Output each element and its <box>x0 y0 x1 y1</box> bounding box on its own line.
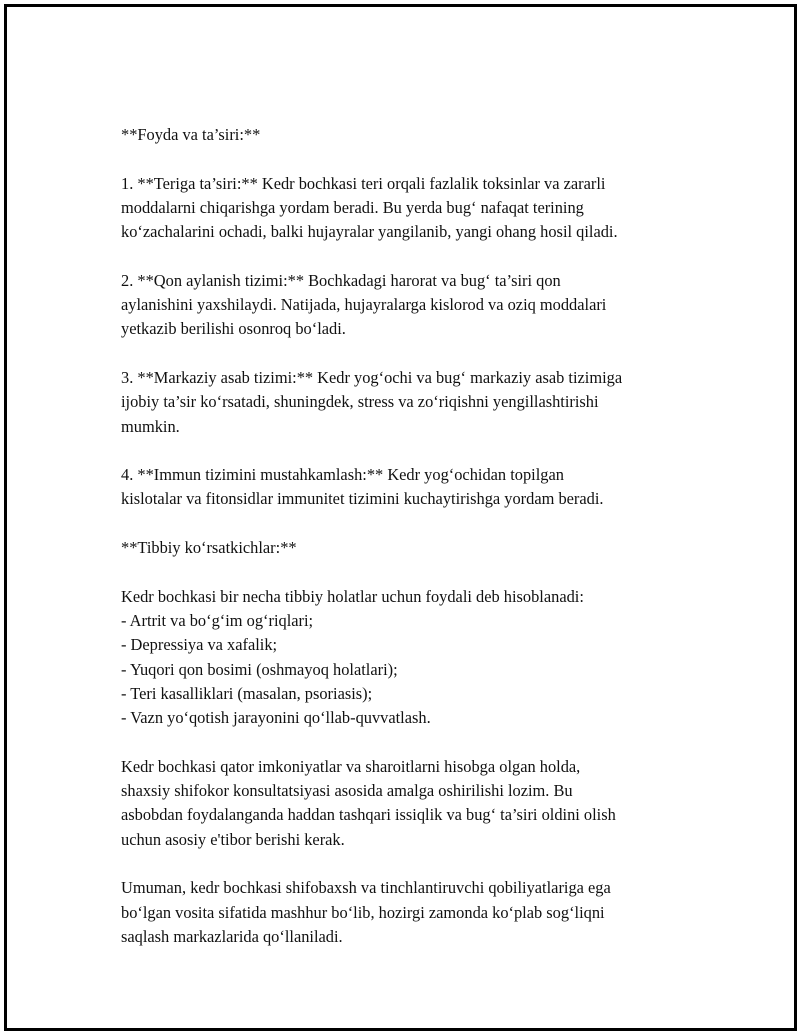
paragraph-line: 3. **Markaziy asab tizimi:** Kedr yog‘ochi va bug‘ markaziy asab tizimiga <box>121 367 623 387</box>
list-item: - Artrit va bo‘g‘im og‘riqlari; <box>121 610 314 630</box>
paragraph-line: moddalarni chiqarishga yordam beradi. Bu yerda bug‘ nafaqat terining <box>121 197 584 217</box>
benefit-item-immune-system <box>121 463 691 512</box>
paragraph-line: 4. **Immun tizimini mustahkamlash:** Kedr yog‘ochidan topilgan <box>121 465 564 485</box>
paragraph-line: kislotalar va fitonsidlar immunitet tizimini kuchaytirishga yordam beradi. <box>121 489 604 509</box>
heading-indications-text: **Tibbiy ko‘rsatkichlar:** <box>121 538 297 558</box>
caution-paragraph <box>121 755 691 852</box>
page-frame <box>4 4 797 1031</box>
paragraph-line: Umuman, kedr bochkasi shifobaxsh va tinchlantiruvchi qobiliyatlariga ega <box>121 878 611 898</box>
paragraph-line: asbobdan foydalanganda haddan tashqari issiqlik va bug‘ ta’siri oldini olish <box>121 805 616 825</box>
paragraph-line: ko‘zachalarini ochadi, balki hujayralar yangilanib, yangi ohang hosil qiladi. <box>121 222 618 242</box>
paragraph-line: 1. **Teriga ta’siri:** Kedr bochkasi teri orqali fazlalik toksinlar va zararli <box>121 173 606 193</box>
list-item: - Vazn yo‘qotish jarayonini qo‘llab-quvvatlash. <box>121 708 431 728</box>
heading-indications <box>121 536 691 560</box>
heading-benefits-text: **Foyda va ta’siri:** <box>121 125 261 144</box>
paragraph-line: aylanishini yaxshilaydi. Natijada, hujayralarga kislorod va oziq moddalari <box>121 295 607 315</box>
paragraph-line: shaxsiy shifokor konsultatsiyasi asosida amalga oshirilishi lozim. Bu <box>121 781 573 801</box>
benefit-item-circulation <box>121 269 691 342</box>
paragraph-line: yetkazib berilishi osonroq bo‘ladi. <box>121 319 346 339</box>
paragraph-line: bo‘lgan vosita sifatida mashhur bo‘lib, hozirgi zamonda ko‘plab sog‘liqni <box>121 902 605 922</box>
paragraph-line: 2. **Qon aylanish tizimi:** Bochkadagi harorat va bug‘ ta’siri qon <box>121 270 561 290</box>
list-item: - Teri kasalliklari (masalan, psoriasis); <box>121 683 373 703</box>
conclusion-paragraph <box>121 876 691 949</box>
benefit-item-nervous-system <box>121 366 691 439</box>
list-item: - Yuqori qon bosimi (oshmayoq holatlari); <box>121 659 398 679</box>
paragraph-line: Kedr bochkasi qator imkoniyatlar va sharoitlarni hisobga olgan holda, <box>121 756 581 776</box>
benefit-item-skin <box>121 172 691 245</box>
document-body <box>121 123 691 973</box>
paragraph-line: mumkin. <box>121 416 180 436</box>
paragraph-line: ijobiy ta’sir ko‘rsatadi, shuningdek, stress va zo‘riqishni yengillashtirishi <box>121 392 599 412</box>
paragraph-line: saqlash markazlarida qo‘llaniladi. <box>121 926 343 946</box>
indications-list <box>121 585 691 731</box>
indications-intro: Kedr bochkasi bir necha tibbiy holatlar uchun foydali deb hisoblanadi: <box>121 586 584 606</box>
list-item: - Depressiya va xafalik; <box>121 635 278 655</box>
paragraph-line: uchun asosiy e'tibor berishi kerak. <box>121 829 345 849</box>
heading-benefits <box>121 123 691 147</box>
